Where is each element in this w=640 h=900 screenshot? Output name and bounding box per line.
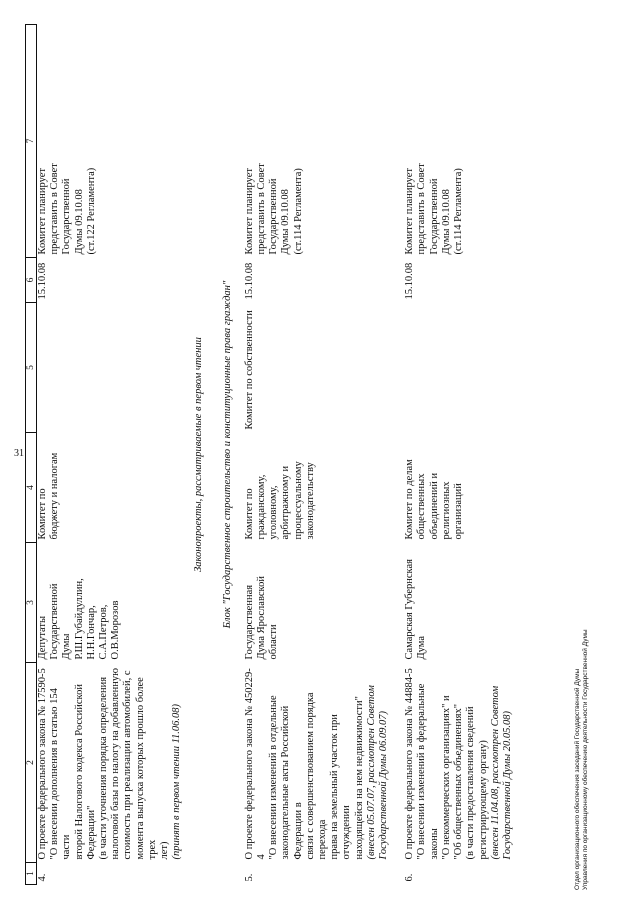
bill-title-line: "О внесении изменений в федеральные законы [416,683,440,860]
author-line: Р.Ш.Губайдуллин, [73,578,85,660]
committee-line: арбитражному и [280,465,292,540]
committee-line: организаций [453,483,465,540]
column-number: 2 [26,663,37,863]
block-heading: Блок "Государственное строительство и конституционные права граждан" [221,280,233,629]
note-line: Государственной [428,178,440,255]
responsible-committee [37,433,184,543]
note-line: Думы 09.10.08 [73,189,85,255]
section-heading-row [183,25,211,885]
committee-line: Комитет по [37,488,48,540]
committee-note [37,25,184,258]
committee-line: уголовному, [268,485,280,540]
committee-line: общественных [416,473,428,540]
responsible-committee [404,433,514,543]
bill-title [37,663,184,863]
bill-title-line: (в части предоставления сведений [465,706,477,860]
bill-title-line: законодательные акты Российской Федерации в [280,705,304,860]
co-committee [404,303,514,433]
bill-title-line: связи с совершенствованием порядка перехода [304,692,329,860]
note-line: представить в Совет [49,163,61,255]
note-line: Думы 09.10.08 [280,189,292,255]
note-line: (ст.122 Регламента) [85,167,97,255]
bill-title-line: "Об общественных объединениях" [453,703,465,860]
bill-title-line: "О внесении дополнения в статью 154 части [49,688,73,860]
bill-status-note: (принят в первом чтении 11.06.08) [171,703,183,860]
row-number: 6. [404,873,416,882]
column-number: 3 [26,543,37,663]
responsible-committee [244,433,390,543]
bill-title-line: момента выпуска которых прошло более трех [134,677,158,860]
author-line: Н.Н.Гончар, [85,605,97,660]
bill-title-line: (в части уточнения порядка определения [98,676,110,860]
bill-title-line: О проекте федерального закона № 44884-5 [404,668,416,860]
committee-line: законодательству [304,462,316,540]
footer-line: Отдел организационного обеспечения заседаний Государственной Думы [574,668,581,890]
agenda-table [25,24,514,885]
committee-line: гражданскому, [256,474,268,540]
committee-line: Комитет по делам [404,459,416,540]
note-line: (ст.114 Регламента) [292,168,304,255]
bill-title-line: регистрирующему органу) [477,740,489,860]
co-committee: Комитет по собственности [243,310,255,430]
column-number-row [26,25,37,885]
bill-status-note: (внесен 05.07.07, рассмотрен Советом Государственной Думы 06.09.07) [365,685,390,860]
note-line: Комитет планирует [37,168,48,255]
bill-authors [404,543,514,663]
note-line: Комитет планирует [404,168,416,255]
note-line: представить в Совет [256,163,268,255]
bill-title-line: права на земельный участок при отчуждении [329,714,353,860]
consideration-date: 15.10.08 [243,262,255,300]
committee-line: религиозных [440,481,452,540]
bill-title-line: лет) [159,841,171,860]
bill-title [404,663,514,863]
author-line: Думы [61,633,73,660]
bill-title-line: "О некоммерческих организациях" и [440,695,452,860]
bill-title-line: стоимость при реализации автомобилей, с [122,670,134,860]
consideration-date: 15.10.08 [404,262,416,300]
bill-status-note: (внесен 11.04.08, рассмотрен Советом Государственной Думы 20.05.08) [489,685,513,860]
column-number: 1 [26,863,37,885]
section-heading: Законопроекты, рассматриваемые в первом чтении [193,337,205,572]
committee-line: процессуальному [292,461,304,540]
column-number: 6 [26,258,37,303]
committee-line: Комитет по [243,488,255,540]
committee-line: объединений и [428,472,440,540]
page-number: 31 [14,448,24,459]
note-line: Государственной [61,178,73,255]
document-sheet [25,25,615,885]
author-line: Дума [416,635,428,660]
column-number: 5 [26,303,37,433]
author-line: области [268,624,280,660]
bill-title-line: Федерации" [85,805,97,860]
bill-title-line: находящейся на нем недвижимости" [353,696,365,860]
author-line: О.В.Морозов [110,600,122,660]
row-spacer [390,25,404,885]
bill-title-line: "О внесении изменений в отдельные [268,695,280,860]
bill-title [244,663,390,863]
author-line: С.А.Петров, [98,604,110,660]
table-row [404,25,514,885]
bill-title-line: налоговой базы по налогу на добавленную [110,668,122,860]
bill-title-line: О проекте федерального закона № 17590-5 [37,668,48,860]
footer-line: Управления по организационному обеспечению деятельности Государственной Думы [582,629,589,890]
author-line: Государственная [243,584,255,660]
co-committee [37,303,184,433]
consideration-date: 15.10.08 [37,262,48,300]
committee-note [404,25,514,258]
author-line: Государственной [49,583,61,660]
row-number: 5. [243,873,255,882]
bill-authors [244,543,390,663]
author-line: Депутаты [37,615,48,660]
author-line: Дума Ярославской [256,576,268,660]
row-number: 4. [37,873,48,882]
bill-authors [37,543,184,663]
note-line: (ст.114 Регламента) [453,168,465,255]
note-line: Государственной [268,178,280,255]
author-line: Самарская Губернская [404,559,416,660]
block-heading-row [212,25,244,885]
column-number: 7 [26,25,37,258]
note-line: представить в Совет [416,163,428,255]
table-row [244,25,390,885]
bill-title-line: О проекте федерального закона № 450229-4 [243,668,268,860]
committee-note [244,25,390,258]
committee-line: бюджету и налогам [49,452,61,540]
note-line: Думы 09.10.08 [440,189,452,255]
table-row [37,25,184,885]
column-number: 4 [26,433,37,543]
note-line: Комитет планирует [243,168,255,255]
bill-title-line: второй Налогового кодекса Российской [73,684,85,860]
